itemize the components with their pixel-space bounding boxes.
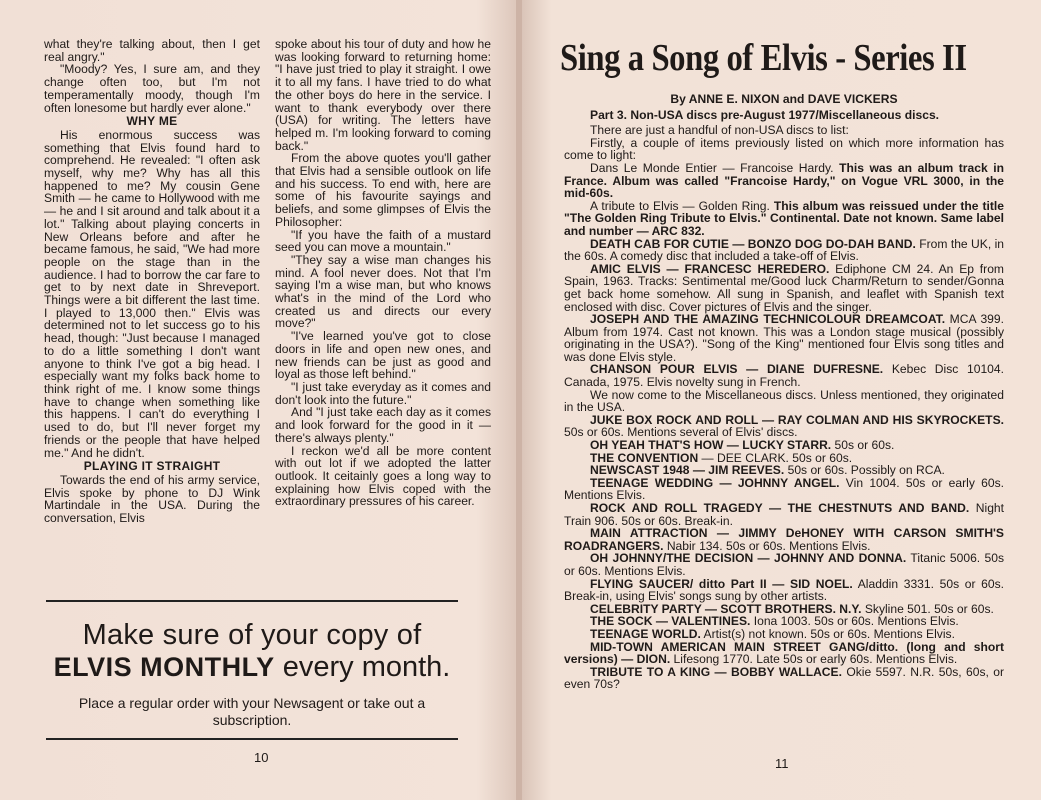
disc-details: A tribute to Elvis — Golden Ring. [590,198,774,213]
disc-entry [564,162,1004,200]
disc-entry [564,641,1004,666]
article-title: Sing a Song of Elvis - Series II [560,37,967,79]
paragraph: His enormous success was something that Elvis found hard to comprehend. He revealed: "I often ask myself, why me? Why has all this happened to me? My cousin Gene Smith — he came to Hollywood with me — he and I sit around and talk about it a lot." Talking about playing concerts in New Orleans before and after he became famous, he said, "We had more people on the stage than in the audience. I had to borrow the car fare to get to by next date in Shreveport. Things were a bit different the last time. I played to 13,000 then." Elvis was determined not to let success go to his head, though: "Just because I managed to do a little something I don't want anyone to think I've got a big head. I especially want my folks back home to think right of me. I know some things have to change when something like this happens. I can't do everything I used to do, but I'll never forget my friends or the people that have helped me." And he didn't. [44,127,260,460]
disc-details: Aladdin 3331. 50s or 60s. Break-in, using Elvis' songs sung by other artists. [564,576,1004,604]
disc-title: MID-TOWN AMERICAN MAIN STREET GANG/ditto. (long and short versions) — DION. [564,639,1004,667]
disc-entry [564,477,1004,502]
disc-details: Okie 5597. N.R. 50s, 60s, or even 70s? [564,664,1004,692]
disc-title: THE SOCK — VALENTINES. [590,614,751,629]
disc-entry [564,137,1004,162]
disc-title: ROCK AND ROLL TRAGEDY — THE CHESTNUTS AND BAND. [590,501,970,515]
disc-title: CELEBRITY PARTY — SCOTT BROTHERS. N.Y. [590,601,862,616]
disc-title: NEWSCAST 1948 — JIM REEVES. [590,463,785,478]
disc-entry [564,666,1004,691]
disc-details: There are just a handful of non-USA discs to list: [590,123,849,138]
disc-details: Dans Le Monde Entier — Francoise Hardy. [590,160,840,175]
disc-title: OH YEAH THAT'S HOW — LUCKY STARR. [590,438,832,453]
paragraph: what they're talking about, then I get real angry." [44,37,260,64]
page-number-right: 11 [775,756,789,771]
disc-entry [564,200,1004,238]
disc-title: TEENAGE WEDDING — JOHNNY ANGEL. [590,475,840,490]
paragraph: "Moody? Yes, I sure am, and they change often too, but I'm not temperamentally moody, though I'm often lonesome but hardly ever alone." [44,62,260,115]
disc-title: OH JOHNNY/THE DECISION — JOHNNY AND DONNA. [590,551,907,566]
disc-details: Artist(s) not known. 50s or 60s. Mentions Elvis. [700,626,955,641]
part-heading: Part 3. Non-USA discs pre-August 1977/Miscellaneous discs. [590,107,940,122]
paragraph: From the above quotes you'll gather that Elvis had a sensible outlook on life and his success. To end with, here are some of his favourite sayings and beliefs, and some glimpses of Elvis the Philosopher: [275,151,491,229]
disc-details: Lifesong 1770. Late 50s or early 60s. Mentions Elvis. [670,652,958,667]
disc-entry [564,578,1004,603]
disc-entry [564,263,1004,313]
disc-entry [564,552,1004,577]
ad-headline-2 [46,651,458,683]
paragraph: "I've learned you've got to close doors in life and open new ones, and new friends can be just as good and loyal as those left behind." [275,329,491,382]
section-heading: WHY ME [126,114,178,129]
elvis-monthly-ad [46,620,458,729]
disc-entry [564,414,1004,439]
disc-title: MAIN ATTRACTION — JIMMY DeHONEY WITH CARSON SMITH'S ROADRANGERS. [564,526,1004,553]
disc-entry [564,389,1004,414]
page-number-left: 10 [254,750,269,765]
disc-title: TEENAGE WORLD. [590,626,701,641]
section-heading: PLAYING IT STRAIGHT [83,459,221,474]
disc-details: Kebec Disc 10104. Canada, 1975. Elvis novelty sung in French. [564,362,1004,390]
disc-details: Ediphone CM 24. An Ep from Spain, 1963. Tracks: Sentimental me/Good luck Charm/Return to sender/Gonna get back home somehow. All sung in Spanish, and leaflet with Spanish text enclosed with disc. Cover pictures of Elvis and the singer. [564,261,1004,314]
paragraph: I reckon we'd all be more content with out lot if we adopted the latter outlook. It ceitainly goes a long way to explaining how Elvis coped with the extraordinary pressures of his career. [275,443,491,509]
disc-title: JUKE BOX ROCK AND ROLL — RAY COLMAN AND HIS SKYROCKETS. [590,412,1004,427]
disc-title: THE CONVENTION [590,450,699,465]
ad-brand: ELVIS MONTHLY [53,652,275,682]
right-article-body [564,93,1004,691]
disc-title: CHANSON POUR ELVIS — DIANE DUFRESNE. [590,362,884,377]
disc-details: Iona 1003. 50s or 60s. Mentions Elvis. [750,614,959,629]
disc-details: 50s or 60s. Mentions several of Elvis' discs. [564,425,798,440]
disc-details: — DEE CLARK. 50s or 60s. [698,450,853,465]
ad-top-rule [46,600,458,602]
byline: By ANNE E. NIXON and DAVE VICKERS [670,92,898,106]
disc-note: This album was reissued under the title "The Golden Ring Tribute to Elvis." Continental. Date not known. Same label and number — ARC 832. [564,198,1004,238]
disc-title: DEATH CAB FOR CUTIE — BONZO DOG DO-DAH BAND. [590,236,916,251]
disc-details: MCA 399. Album from 1974. Cast not known. This was a London stage musical (possibly originating in the USA?). "Song of the King" mentioned four Elvis song titles and was done Elvis style. [564,312,1004,364]
disc-title: TRIBUTE TO A KING — BOBBY WALLACE. [590,664,842,679]
ad-headline: Make sure of your copy of [82,619,422,651]
disc-note: This was an album track in France. Album was called "Francoise Hardy," on Vogue VRL 3000, in the mid-60s. [564,160,1004,201]
ad-note: Place a regular order with your Newsagent or take out a subscription. [78,695,426,728]
disc-details: 50s or 60s. Possibly on RCA. [784,463,945,478]
disc-details: We now come to the Miscellaneous discs. Unless mentioned, they originated in the USA. [564,387,1004,415]
disc-details: Night Train 906. 50s or 60s. Break-in. [564,501,1005,528]
left-article-column-2 [275,38,491,508]
paragraph: Towards the end of his army service, Elvis spoke by phone to DJ Wink Martindale in the USA. During the conversation, Elvis [44,472,260,526]
disc-entry [564,238,1004,263]
disc-details: 50s or 60s. [831,438,895,453]
paragraph: "I just take everyday as it comes and don't look into the future." [275,379,491,407]
paragraph: "They say a wise man changes his mind. A fool never does. Not that I'm saying I'm a wise man, but who knows what's in the mind of the Lord who created us and directs our every move?" [275,252,491,331]
disc-entry [564,313,1004,363]
disc-entry [564,502,1004,527]
disc-title: FLYING SAUCER/ ditto Part II — SID NOEL. [590,576,853,591]
paragraph: spoke about his tour of duty and how he was looking forward to returning home: "I have just tried to play it straight. I owe it to all my fans. I have tried to do what the other boys do here in the service. I want to thank everybody over there (USA) for writing. The letters have helped m. I'm looking forward to coming back." [275,37,491,153]
disc-entry [564,527,1004,552]
disc-title: JOSEPH AND THE AMAZING TECHNICOLOUR DREAMCOAT. [590,312,946,327]
ad-bottom-rule [46,738,458,740]
disc-title: AMIC ELVIS — FRANCESC HEREDERO. [590,261,830,276]
book-gutter [516,0,522,800]
paragraph: "If you have the faith of a mustard seed you can move a mountain." [275,227,491,255]
disc-details: Firstly, a couple of items previously listed on which more information has come to light: [564,135,1004,163]
disc-details: Nabir 134. 50s or 60s. Mentions Elvis. [663,538,871,553]
paragraph: And "I just take each day as it comes and look forward for the good in it — there's always plenty." [275,405,491,445]
disc-details: Skyline 501. 50s or 60s. [861,601,994,616]
ad-headline-rest: every month. [274,651,451,683]
disc-details: Titanic 5006. 50s or 60s. Mentions Elvis. [564,551,1004,578]
disc-details: From the UK, in the 60s. A comedy disc that included a take-off of Elvis. [564,236,1004,264]
disc-details: Vin 1004. 50s or early 60s. Mentions Elvis. [564,475,1004,503]
left-article-column-1 [44,38,260,525]
disc-entry [564,363,1004,388]
